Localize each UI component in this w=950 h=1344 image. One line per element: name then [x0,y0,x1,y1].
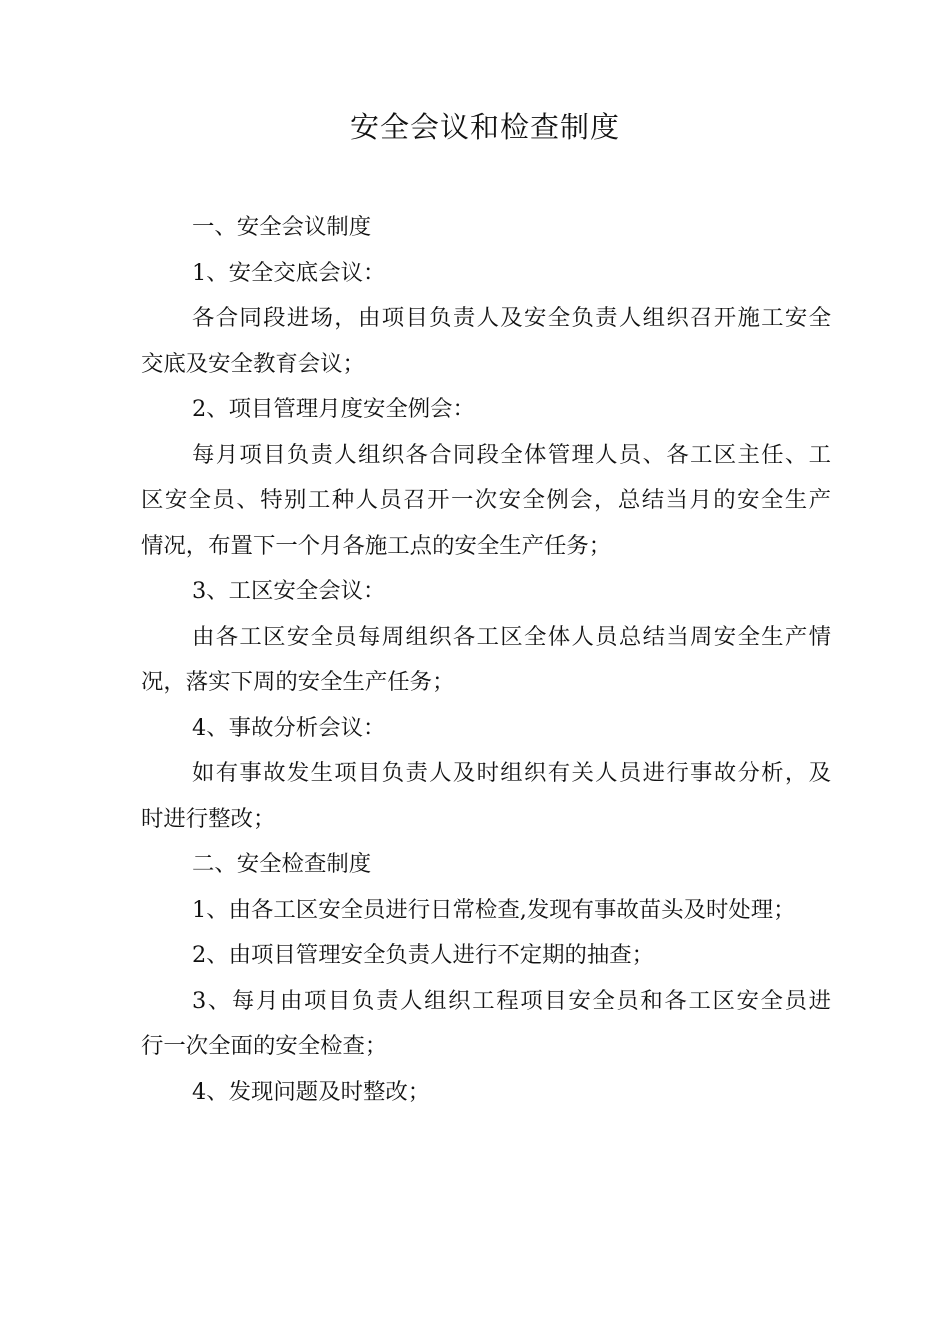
section-heading-meetings: 一、安全会议制度 [192,214,372,240]
paragraph-line: 每月项目负责人组织各合同段全体管理人员、各工区主任、工 [192,441,831,468]
item-heading-accident-meeting: 4、事故分析会议： [192,714,386,741]
paragraph-line: 交底及安全教育会议； [141,350,365,377]
list-item: 3、每月由项目负责人组织工程项目安全员和各工区安全员进 [192,987,831,1014]
page-title: 安全会议和检查制度 [349,110,620,144]
paragraph-line: 时进行整改； [141,805,276,832]
paragraph-line: 各合同段进场，由项目负责人及安全负责人组织召开施工安全 [192,305,831,331]
item-heading-briefing-meeting: 1、安全交底会议： [192,259,386,286]
item-heading-work-area-meeting: 3、工区安全会议： [192,578,386,604]
paragraph-line: 情况，布置下一个月各施工点的安全生产任务； [141,532,612,559]
section-heading-inspections: 二、安全检查制度 [192,851,372,877]
list-item: 2、由项目管理安全负责人进行不定期的抽查； [192,942,655,968]
document-body [141,205,831,1115]
list-item: 4、发现问题及时整改； [192,1078,431,1105]
paragraph-line: 如有事故发生项目负责人及时组织有关人员进行事故分析，及 [192,760,831,786]
paragraph-line: 区安全员、特别工种人员召开一次安全例会，总结当月的安全生产 [141,487,831,513]
paragraph-line: 由各工区安全员每周组织各工区全体人员总结当周安全生产情 [192,623,831,650]
paragraph-line: 况，落实下周的安全生产任务； [141,669,455,695]
item-heading-monthly-meeting: 2、项目管理月度安全例会： [192,396,475,422]
paragraph-line: 行一次全面的安全检查； [141,1033,388,1059]
list-item: 1、由各工区安全员进行日常检查,发现有事故苗头及时处理； [192,896,796,923]
